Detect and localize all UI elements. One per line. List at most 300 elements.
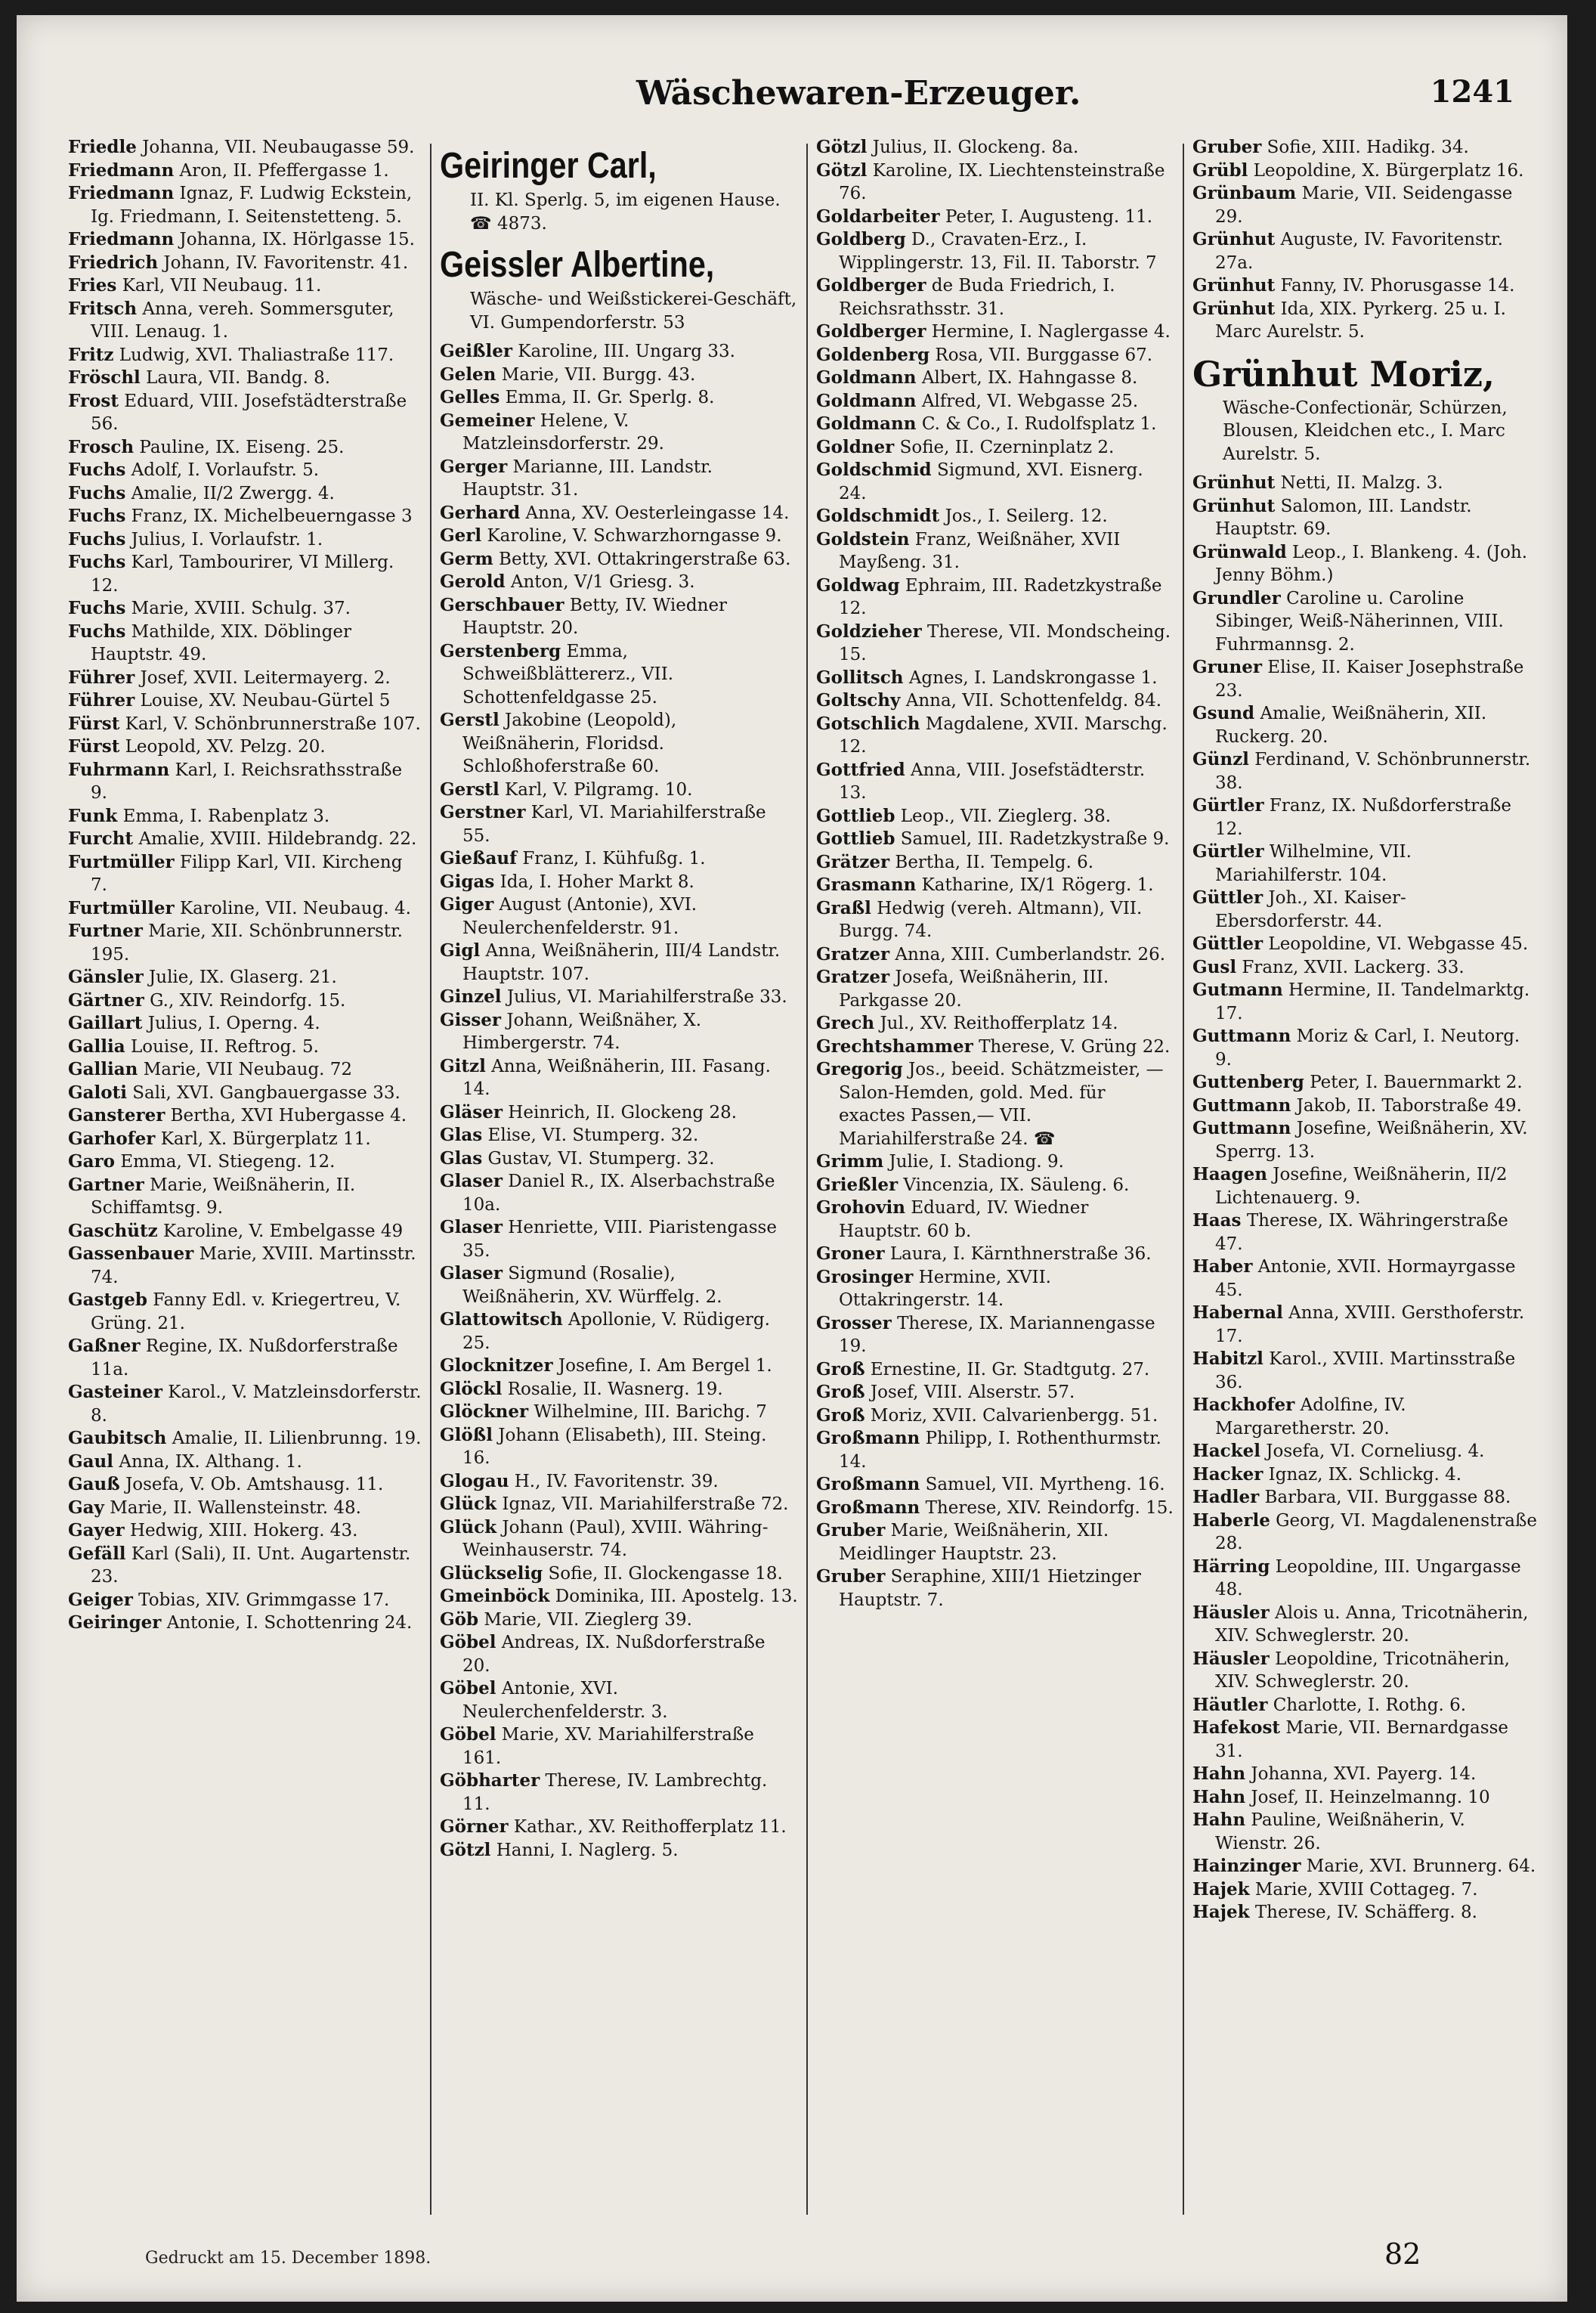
entry-details: Philipp, I. Rothenthurmstr. 14.	[839, 1429, 1161, 1472]
directory-entry	[68, 1243, 422, 1289]
entry-surname: Fröschl	[68, 367, 141, 388]
directory-entry	[1192, 1901, 1540, 1924]
entry-details: Karl, I. Reichsrathsstraße 9.	[91, 760, 403, 803]
directory-entry	[1192, 159, 1540, 183]
directory-entry	[440, 1839, 798, 1862]
entry-surname: Göbel	[440, 1632, 496, 1652]
column-1	[63, 136, 426, 2207]
entry-details: Bertha, XVI Hubergasse 4.	[170, 1106, 407, 1126]
entry-details: Sofie, XIII. Hadikg. 34.	[1267, 138, 1469, 157]
entry-surname: Fürst	[68, 736, 120, 757]
directory-entry	[1192, 1302, 1540, 1348]
entry-surname: Gerl	[440, 525, 482, 546]
entry-surname: Grünhut	[1192, 298, 1276, 319]
entry-details: Peter, I. Augusteng. 11.	[945, 206, 1153, 227]
directory-entry	[68, 897, 422, 921]
entry-surname: Gelles	[440, 387, 500, 407]
entry-surname: Güttler	[1192, 934, 1264, 954]
entry-details: Jakobine (Leopold), Weißnäherin, Floridsd. Schloßhoferstraße 60.	[462, 711, 677, 776]
directory-entry	[1192, 1509, 1540, 1556]
entry-surname: Grübl	[1192, 159, 1248, 181]
entry-details: Joh., XI. Kaiser-Ebersdorferstr. 44.	[1215, 888, 1406, 931]
directory-entry	[816, 136, 1174, 159]
directory-entry	[440, 1216, 798, 1262]
entry-surname: Goldenberg	[816, 344, 930, 365]
entry-surname: Gruber	[816, 1566, 886, 1587]
directory-entry	[1192, 1209, 1540, 1256]
directory-entry	[816, 851, 1174, 875]
directory-entry	[1192, 702, 1540, 748]
entry-details: Eduard, VIII. Josefstädterstraße 56.	[91, 391, 407, 434]
entry-details: Betty, IV. Wiedner Hauptstr. 20.	[462, 595, 728, 638]
entry-details: Jul., XV. Reithofferplatz 14.	[880, 1014, 1118, 1033]
directory-entry	[1192, 472, 1540, 495]
entry-details: Anna, XVIII. Gersthoferstr. 17.	[1215, 1303, 1525, 1346]
directory-entry	[68, 482, 422, 506]
directory-entry	[1192, 748, 1540, 794]
entry-surname: Goldarbeiter	[816, 206, 940, 227]
entry-surname: Hafekost	[1192, 1717, 1281, 1738]
directory-entry	[68, 1036, 422, 1059]
entry-details: Sali, XVI. Gangbauergasse 33.	[132, 1082, 401, 1103]
entry-details: Samuel, III. Radetzkystraße 9.	[900, 829, 1170, 849]
entry-surname: Goldwag	[816, 574, 900, 596]
entry-surname: Glück	[440, 1494, 497, 1514]
directory-entry	[816, 413, 1174, 436]
featured-listing-detail: Wäsche- und Weißstickerei-Geschäft, VI. Gumpendorferstr. 53	[470, 290, 797, 333]
entry-details: Daniel R., IX. Alserbachstraße 10a.	[462, 1172, 775, 1215]
directory-entry	[1192, 1394, 1540, 1440]
entry-surname: Grechtshammer	[816, 1036, 973, 1057]
entry-surname: Gürtler	[1192, 795, 1264, 816]
entry-surname: Gaßner	[68, 1336, 141, 1356]
entry-details: Sofie, II. Czerninplatz 2.	[899, 437, 1115, 457]
entry-details: Ludwig, XVI. Thaliastraße 117.	[119, 345, 394, 365]
entry-surname: Härring	[1192, 1556, 1270, 1577]
entry-details: Leopoldine, III. Ungargasse 48.	[1215, 1556, 1521, 1599]
directory-entry	[1192, 841, 1540, 887]
entry-surname: Gutmann	[1192, 980, 1283, 1000]
entry-details: Katharine, IX/1 Rögerg. 1.	[921, 875, 1154, 895]
directory-entry	[816, 1266, 1174, 1312]
directory-entry	[440, 1585, 798, 1609]
entry-surname: Gotschlich	[816, 713, 920, 734]
entry-surname: Götzl	[816, 159, 868, 181]
directory-entry	[440, 410, 798, 456]
entry-details: Marie, XII. Schönbrunnerstr. 195.	[91, 921, 403, 965]
directory-entry	[816, 713, 1174, 759]
directory-entry	[68, 159, 422, 183]
entry-surname: Furtmüller	[68, 851, 175, 872]
entry-details: Peter, I. Bauernmarkt 2.	[1310, 1073, 1523, 1092]
entry-details: Albert, IX. Hahngasse 8.	[921, 368, 1138, 388]
entry-details: Wilhelmine, III. Barichg. 7	[534, 1402, 767, 1422]
entry-details: Johann (Elisabeth), III. Steing. 16.	[462, 1425, 767, 1468]
entry-details: Betty, XVI. Ottakringerstraße 63.	[499, 549, 791, 569]
entry-surname: Grech	[816, 1013, 875, 1033]
entry-details: Julius, VI. Mariahilferstraße 33.	[506, 987, 787, 1007]
directory-entry	[440, 1816, 798, 1839]
entry-surname: Giger	[440, 894, 494, 915]
entry-surname: Großmann	[816, 1497, 920, 1518]
entry-details: Therese, V. Grüng 22.	[979, 1036, 1171, 1057]
directory-entry	[1192, 1648, 1540, 1694]
directory-entry	[440, 871, 798, 894]
entry-surname: Göbharter	[440, 1770, 540, 1791]
directory-entry	[68, 1543, 422, 1589]
entry-details: Karl, V. Schönbrunnerstraße 107.	[125, 714, 421, 734]
directory-entry	[1192, 1602, 1540, 1648]
entry-details: Johanna, XVI. Payerg. 14.	[1251, 1764, 1477, 1784]
entry-details: Ida, I. Hoher Markt 8.	[500, 872, 694, 892]
entry-surname: Germ	[440, 548, 493, 569]
directory-entry	[440, 1723, 798, 1770]
entry-surname: Haber	[1192, 1256, 1253, 1277]
directory-entry	[68, 1058, 422, 1082]
entry-surname: Gerstl	[440, 779, 500, 800]
directory-entry	[68, 252, 422, 275]
entry-surname: Gerschbauer	[440, 594, 564, 615]
directory-entry	[68, 298, 422, 344]
entry-surname: Grimm	[816, 1151, 884, 1172]
entry-surname: Glocknitzer	[440, 1355, 553, 1376]
entry-surname: Gigl	[440, 940, 481, 961]
entry-surname: Hadler	[1192, 1487, 1260, 1507]
featured-listing-detail: II. Kl. Sperlg. 5, im eigenen Hause. ☎ 4873.	[470, 190, 781, 234]
entry-surname: Grünhut	[1192, 472, 1276, 493]
entry-details: Josef, XVII. Leitermayerg. 2.	[140, 667, 391, 688]
entry-surname: Gänsler	[68, 967, 144, 987]
directory-entry	[816, 436, 1174, 460]
entry-details: Anna, Weißnäherin, III/4 Landstr. Hauptstr. 107.	[462, 941, 781, 984]
entry-details: Karl (Sali), II. Unt. Augartenstr. 23.	[91, 1544, 411, 1587]
entry-surname: Glaser	[440, 1217, 503, 1237]
entry-details: Gustav, VI. Stumperg. 32.	[487, 1148, 715, 1169]
entry-surname: Hainzinger	[1192, 1856, 1301, 1876]
entry-details: Marie, II. Wallensteinstr. 48.	[110, 1497, 361, 1518]
directory-entry	[68, 1174, 422, 1220]
entry-surname: Güttler	[1192, 887, 1264, 908]
directory-entry	[440, 1147, 798, 1171]
directory-entry	[68, 713, 422, 736]
directory-entry	[816, 828, 1174, 851]
entry-details: Jakob, II. Taborstraße 49.	[1296, 1095, 1522, 1116]
entry-details: Ignaz, VII. Mariahilferstraße 72.	[502, 1494, 789, 1514]
entry-details: Ernestine, II. Gr. Stadtgutg. 27.	[870, 1359, 1150, 1379]
directory-entry	[816, 1497, 1174, 1520]
directory-entry	[816, 1427, 1174, 1473]
entry-surname: Glas	[440, 1125, 483, 1145]
directory-entry	[816, 621, 1174, 667]
entry-surname: Gisser	[440, 1009, 502, 1030]
entry-details: Amalie, Weißnäherin, XII. Ruckerg. 20.	[1215, 704, 1487, 747]
entry-surname: Haagen	[1192, 1164, 1267, 1184]
entry-details: Rosalie, II. Wasnerg. 19.	[507, 1379, 723, 1399]
entry-surname: Glaser	[440, 1263, 503, 1283]
directory-entry	[68, 1381, 422, 1427]
entry-details: Josef, VIII. Alserstr. 57.	[870, 1383, 1075, 1402]
directory-entry	[1192, 1095, 1540, 1118]
entry-surname: Gaubitsch	[68, 1428, 167, 1448]
directory-entry	[68, 920, 422, 966]
directory-entry	[440, 1355, 798, 1378]
entry-surname: Fuchs	[68, 506, 126, 526]
entry-details: Karol., XVIII. Martinsstraße 36.	[1215, 1349, 1516, 1392]
entry-details: Amalie, II/2 Zwergg. 4.	[131, 483, 335, 503]
entry-surname: Gruner	[1192, 657, 1262, 677]
entry-surname: Gollitsch	[816, 667, 904, 688]
entry-details: Anna, vereh. Sommersguter, VIII. Lenaug. 1.	[91, 299, 394, 342]
entry-surname: Gerstl	[440, 710, 500, 730]
column-divider	[430, 144, 431, 2215]
entry-details: Josefa, V. Ob. Amtshausg. 11.	[125, 1475, 384, 1494]
entry-details: Marie, Weißnäherin, XII. Meidlinger Hauptstr. 23.	[839, 1521, 1109, 1564]
entry-surname: Görner	[440, 1816, 509, 1837]
directory-entry	[816, 1174, 1174, 1197]
entry-details: Therese, IV. Lambrechtg. 11.	[462, 1771, 768, 1814]
directory-entry	[68, 667, 422, 690]
featured-listing-name: Geissler Albertine,	[440, 245, 715, 285]
entry-surname: Glöckner	[440, 1401, 529, 1422]
directory-entry	[68, 1082, 422, 1105]
directory-entry	[816, 459, 1174, 505]
entry-surname: Goldzieher	[816, 621, 922, 642]
print-date-note: Gedruckt am 15. December 1898.	[145, 2249, 431, 2268]
directory-entry	[816, 1243, 1174, 1266]
directory-entry	[816, 759, 1174, 805]
entry-details: Leop., VII. Zieglerg. 38.	[900, 806, 1112, 826]
entry-details: Leopoldine, Tricotnäherin, XIV. Schweglerstr. 20.	[1215, 1649, 1510, 1692]
directory-entry	[440, 847, 798, 871]
directory-entry	[1192, 1025, 1540, 1071]
entry-surname: Geißler	[440, 341, 512, 361]
directory-entry	[68, 989, 422, 1013]
entry-surname: Gießauf	[440, 848, 518, 869]
directory-entry	[440, 893, 798, 940]
entry-details: Moriz & Carl, I. Neutorg. 9.	[1215, 1026, 1520, 1070]
directory-entry	[1192, 541, 1540, 587]
directory-entry	[816, 805, 1174, 828]
entry-surname: Groß	[816, 1358, 865, 1379]
directory-entry	[440, 801, 798, 847]
directory-entry	[816, 1197, 1174, 1243]
entry-surname: Hajek	[1192, 1878, 1250, 1900]
entry-surname: Grosser	[816, 1312, 892, 1333]
entry-details: Marie, VII. Seidengasse 29.	[1215, 184, 1513, 227]
entry-details: Regine, IX. Nußdorferstraße 11a.	[91, 1336, 398, 1379]
directory-entry	[1192, 887, 1540, 933]
directory-entry	[440, 1677, 798, 1723]
directory-entry	[440, 1055, 798, 1101]
directory-entry	[816, 574, 1174, 621]
entry-surname: Gansterer	[68, 1105, 165, 1126]
entry-details: Adolfine, IV. Margaretherstr. 20.	[1215, 1395, 1406, 1438]
entry-surname: Guttmann	[1192, 1026, 1291, 1046]
directory-entry	[68, 459, 422, 482]
entry-details: Anna, IX. Althang. 1.	[119, 1451, 302, 1472]
directory-entry	[440, 571, 798, 594]
directory-entry	[816, 943, 1174, 967]
page-header	[17, 74, 1567, 127]
entry-surname: Gayer	[68, 1520, 125, 1540]
entry-details: Julius, I. Vorlaufstr. 1.	[131, 529, 323, 550]
directory-entry	[68, 828, 422, 851]
entry-details: Barbara, VII. Burggasse 88.	[1264, 1488, 1511, 1507]
entry-surname: Häutler	[1192, 1694, 1268, 1715]
directory-entry	[68, 1497, 422, 1520]
entry-details: Laura, VII. Bandg. 8.	[146, 368, 331, 388]
entry-surname: Gürtler	[1192, 841, 1264, 862]
entry-surname: Furtner	[68, 921, 143, 941]
directory-entry	[1192, 1855, 1540, 1878]
entry-details: Therese, XIV. Reindorfg. 15.	[925, 1497, 1174, 1518]
directory-entry	[816, 228, 1174, 274]
entry-details: Marie, XVIII Cottageg. 7.	[1254, 1879, 1478, 1900]
entry-details: Bertha, II. Tempelg. 6.	[895, 852, 1094, 872]
entry-details: Ferdinand, V. Schönbrunnerstr. 38.	[1215, 750, 1531, 793]
directory-entry	[440, 1470, 798, 1494]
entry-surname: Hackhofer	[1192, 1395, 1295, 1415]
entry-surname: Glas	[440, 1147, 483, 1169]
entry-details: Antonie, XVI. Neulerchenfelderstr. 3.	[462, 1679, 668, 1722]
entry-surname: Führer	[68, 667, 135, 688]
entry-details: Marie, VII. Burgg. 43.	[501, 364, 696, 385]
directory-entry	[1192, 1463, 1540, 1487]
entry-surname: Groß	[816, 1404, 865, 1426]
entry-surname: Fritsch	[68, 298, 138, 319]
directory-entry	[68, 966, 422, 989]
entry-details: Karoline, V. Embelgasse 49	[162, 1221, 404, 1241]
directory-entry	[816, 390, 1174, 413]
directory-entry	[1192, 1256, 1540, 1302]
entry-surname: Hajek	[1192, 1902, 1250, 1922]
entry-details: Hanni, I. Naglerg. 5.	[496, 1840, 679, 1860]
entry-surname: Gratzer	[816, 943, 890, 965]
directory-entry	[68, 505, 422, 528]
directory-entry	[68, 1150, 422, 1174]
entry-surname: Fritz	[68, 344, 114, 365]
entry-details: Amalie, II. Lilienbrunng. 19.	[172, 1429, 422, 1448]
directory-entry	[68, 1220, 422, 1243]
entry-surname: Fuchs	[68, 598, 126, 618]
directory-entry	[1192, 495, 1540, 541]
entry-surname: Goldberger	[816, 321, 926, 342]
directory-entry	[440, 709, 798, 779]
entry-details: Karl, VII Neubaug. 11.	[122, 276, 322, 296]
entry-surname: Gefäll	[68, 1543, 126, 1564]
directory-entry	[1192, 298, 1540, 344]
directory-entry	[68, 228, 422, 252]
directory-entry	[440, 1124, 798, 1147]
entry-details: Marie, XVIII. Schulg. 37.	[131, 599, 351, 618]
directory-entry	[68, 1451, 422, 1474]
entry-surname: Goldmann	[816, 367, 917, 388]
entry-details: Emma, II. Gr. Sperlg. 8.	[505, 388, 715, 407]
entry-details: Franz, XVII. Lackerg. 33.	[1242, 957, 1465, 977]
entry-details: Pauline, Weißnäherin, V. Wienstr. 26.	[1215, 1810, 1465, 1853]
entry-details: Josefine, Weißnäherin, XV. Sperrg. 13.	[1215, 1119, 1528, 1162]
directory-entry	[1192, 979, 1540, 1025]
entry-surname: Glöckl	[440, 1378, 503, 1399]
directory-entry	[816, 1358, 1174, 1382]
directory-entry	[68, 1589, 422, 1612]
directory-entry	[1192, 228, 1540, 274]
directory-entry	[440, 456, 798, 502]
entry-surname: Goldberg	[816, 229, 906, 249]
entry-surname: Gelen	[440, 364, 496, 385]
directory-entry	[816, 1404, 1174, 1428]
entry-details: Josefa, Weißnäherin, III. Parkgasse 20.	[839, 968, 1109, 1011]
directory-entry	[68, 390, 422, 436]
entry-details: Emma, Schweißblättererz., VII. Schottenfeldgasse 25.	[462, 641, 674, 708]
directory-entry	[68, 735, 422, 759]
entry-details: Antonie, XVII. Hormayrgasse 45.	[1215, 1257, 1516, 1300]
entry-details: Antonie, I. Schottenring 24.	[166, 1613, 413, 1633]
directory-entry	[440, 1424, 798, 1470]
entry-surname: Fuchs	[68, 552, 126, 572]
entry-surname: Gastgeb	[68, 1290, 147, 1310]
directory-entry	[816, 689, 1174, 713]
entry-details: Marie, Weißnäherin, II. Schiffamtsg. 9.	[91, 1175, 356, 1218]
entry-details: Jos., beeid. Schätzmeister, —Salon-Hemden, gold. Med. für exactes Passen,— VII. Mariahilferstraße 24. ☎	[839, 1060, 1164, 1149]
entry-surname: Großmann	[816, 1428, 920, 1448]
directory-entry	[68, 1519, 422, 1543]
entry-details: Agnes, I. Landskrongasse 1.	[908, 667, 1158, 688]
entry-surname: Gerger	[440, 456, 508, 477]
entry-surname: Friedrich	[68, 252, 159, 273]
entry-surname: Furcht	[68, 828, 134, 849]
directory-entry	[68, 367, 422, 390]
entry-details: Leopold, XV. Pelzg. 20.	[125, 737, 326, 757]
directory-entry	[440, 640, 798, 710]
directory-entry	[1192, 1071, 1540, 1095]
directory-entry	[816, 1312, 1174, 1358]
entry-surname: Friedmann	[68, 229, 175, 249]
entry-surname: Gottfried	[816, 759, 905, 780]
entry-surname: Goldschmid	[816, 460, 932, 480]
directory-entry	[68, 551, 422, 597]
entry-details: Elise, VI. Stumperg. 32.	[487, 1126, 699, 1145]
directory-entry	[440, 986, 798, 1009]
featured-listing-detail: Wäsche-Confectionär, Schürzen, Blousen, Kleidchen etc., I. Marc Aurelstr. 5.	[1223, 398, 1508, 464]
directory-entry	[68, 1128, 422, 1151]
directory-entry	[440, 1516, 798, 1562]
entry-surname: Garo	[68, 1151, 116, 1172]
entry-surname: Goltschy	[816, 690, 901, 711]
entry-surname: Glaser	[440, 1171, 503, 1191]
directory-entry	[440, 779, 798, 802]
entry-details: Tobias, XIV. Grimmgasse 17.	[138, 1590, 390, 1610]
directory-entry	[1192, 1717, 1540, 1763]
entry-surname: Gottlieb	[816, 805, 895, 826]
directory-entry	[816, 1519, 1174, 1565]
entry-details: Kathar., XV. Reithofferplatz 11.	[513, 1817, 787, 1837]
entry-surname: Grünhut	[1192, 229, 1276, 249]
directory-entry	[68, 597, 422, 621]
directory-entry	[440, 594, 798, 640]
directory-entry	[816, 1036, 1174, 1059]
entry-details: Johann (Paul), XVIII. Währing-Weinhauserstr. 74.	[462, 1517, 769, 1560]
entry-details: Marie, XVI. Brunnerg. 64.	[1306, 1856, 1536, 1876]
entry-details: Leopoldine, VI. Webgasse 45.	[1268, 934, 1529, 954]
entry-details: C. & Co., I. Rudolfsplatz 1.	[921, 414, 1157, 434]
directory-entry	[440, 1770, 798, 1816]
entry-details: Johann, Weißnäher, X. Himbergerstr. 74.	[462, 1010, 702, 1053]
entry-details: Netti, II. Malzg. 3.	[1280, 473, 1443, 493]
entry-details: G., XIV. Reindorfg. 15.	[150, 990, 346, 1011]
entry-details: Josefa, VI. Corneliusg. 4.	[1266, 1441, 1485, 1461]
directory-entry	[68, 1427, 422, 1451]
